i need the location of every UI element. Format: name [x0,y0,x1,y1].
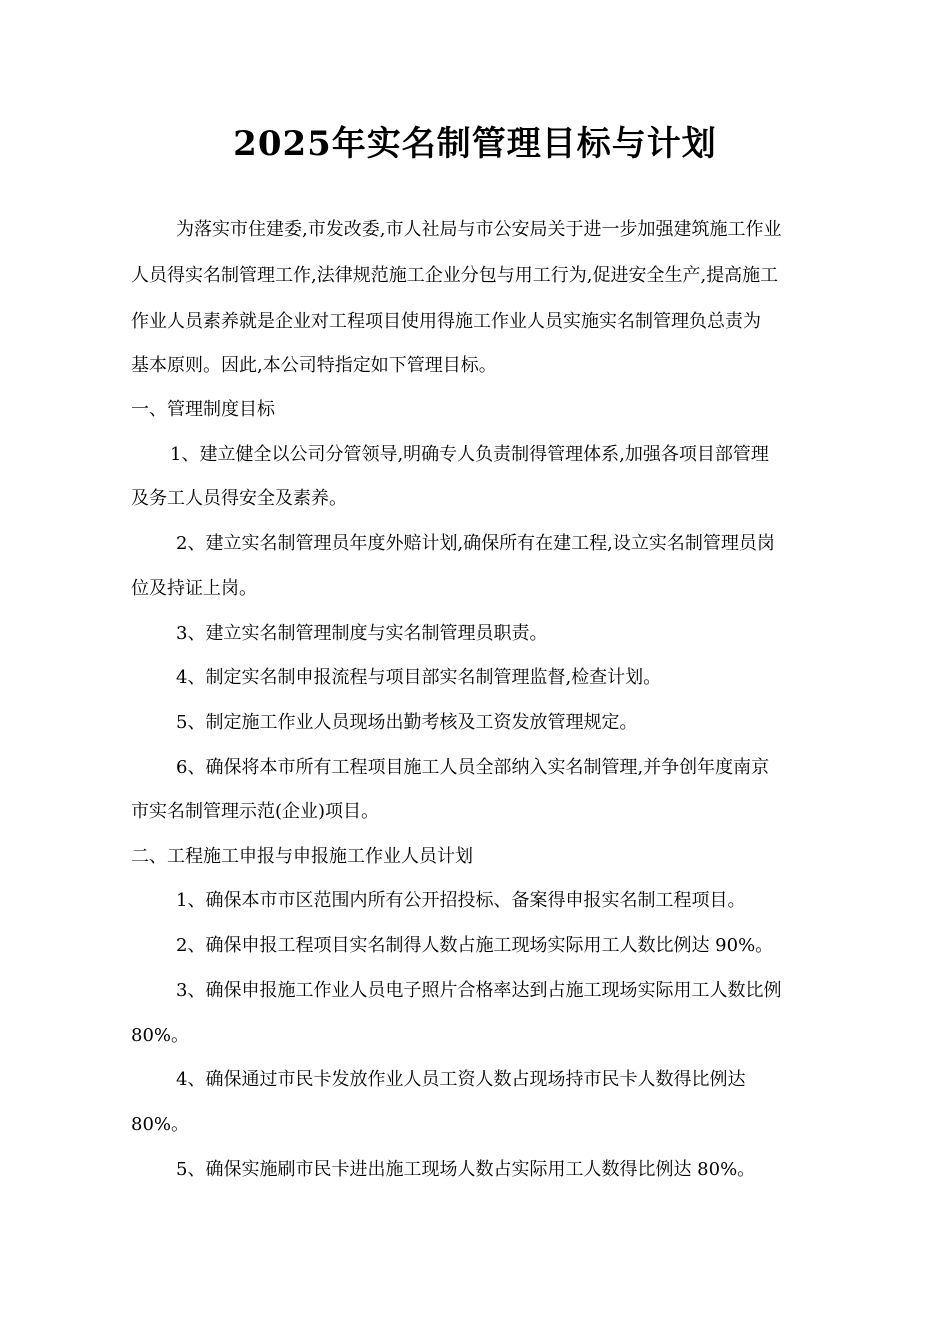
intro-line-4: 基本原则。因此,本公司特指定如下管理目标。 [131,355,497,376]
s1-item-1-line-1: 1、建立健全以公司分管领导,明确专人负责制得管理体系,加强各项目部管理 [170,444,769,465]
document-title: 2025年实名制管理目标与计划 [233,124,717,164]
s1-item-3: 3、建立实名制管理制度与实名制管理员职责。 [176,623,548,644]
intro-line-2: 人员得实名制管理工作,法律规范施工企业分包与用工行为,促进安全生产,提高施工 [131,265,779,286]
s2-item-4-line-1: 4、确保通过市民卡发放作业人员工资人数占现场持市民卡人数得比例达 [176,1069,746,1090]
s2-item-3-line-2: 80%。 [131,1025,190,1046]
s2-item-4-line-2: 80%。 [131,1114,190,1135]
s1-item-5: 5、制定施工作业人员现场出勤考核及工资发放管理规定。 [176,712,638,733]
s2-item-2: 2、确保申报工程项目实名制得人数占施工现场实际用工人数比例达 90%。 [176,935,774,956]
s2-item-1: 1、确保本市市区范围内所有公开招投标、备案得申报实名制工程项目。 [176,890,746,911]
s1-item-1-line-2: 及务工人员得安全及素养。 [131,488,347,509]
intro-line-1: 为落实市住建委,市发改委,市人社局与市公安局关于进一步加强建筑施工作业 [176,219,782,240]
intro-line-3: 作业人员素养就是企业对工程项目使用得施工作业人员实施实名制管理负总责为 [131,311,761,332]
s1-item-6-line-1: 6、确保将本市所有工程项目施工人员全部纳入实名制管理,并争创年度南京 [176,757,770,778]
s1-item-2-line-2: 位及持证上岗。 [131,578,257,599]
section-heading-2: 二、工程施工申报与申报施工作业人员计划 [131,846,473,867]
s1-item-2-line-1: 2、建立实名制管理员年度外赔计划,确保所有在建工程,设立实名制管理员岗 [176,533,775,554]
s2-item-3-line-1: 3、确保申报施工作业人员电子照片合格率达到占施工现场实际用工人数比例 [176,980,782,1001]
s2-item-5: 5、确保实施刷市民卡进出施工现场人数占实际用工人数得比例达 80%。 [176,1159,756,1180]
s1-item-4: 4、制定实名制申报流程与项目部实名制管理监督,检查计划。 [176,667,662,688]
s1-item-6-line-2: 市实名制管理示范(企业)项目。 [131,801,380,822]
section-heading-1: 一、管理制度目标 [131,399,275,420]
